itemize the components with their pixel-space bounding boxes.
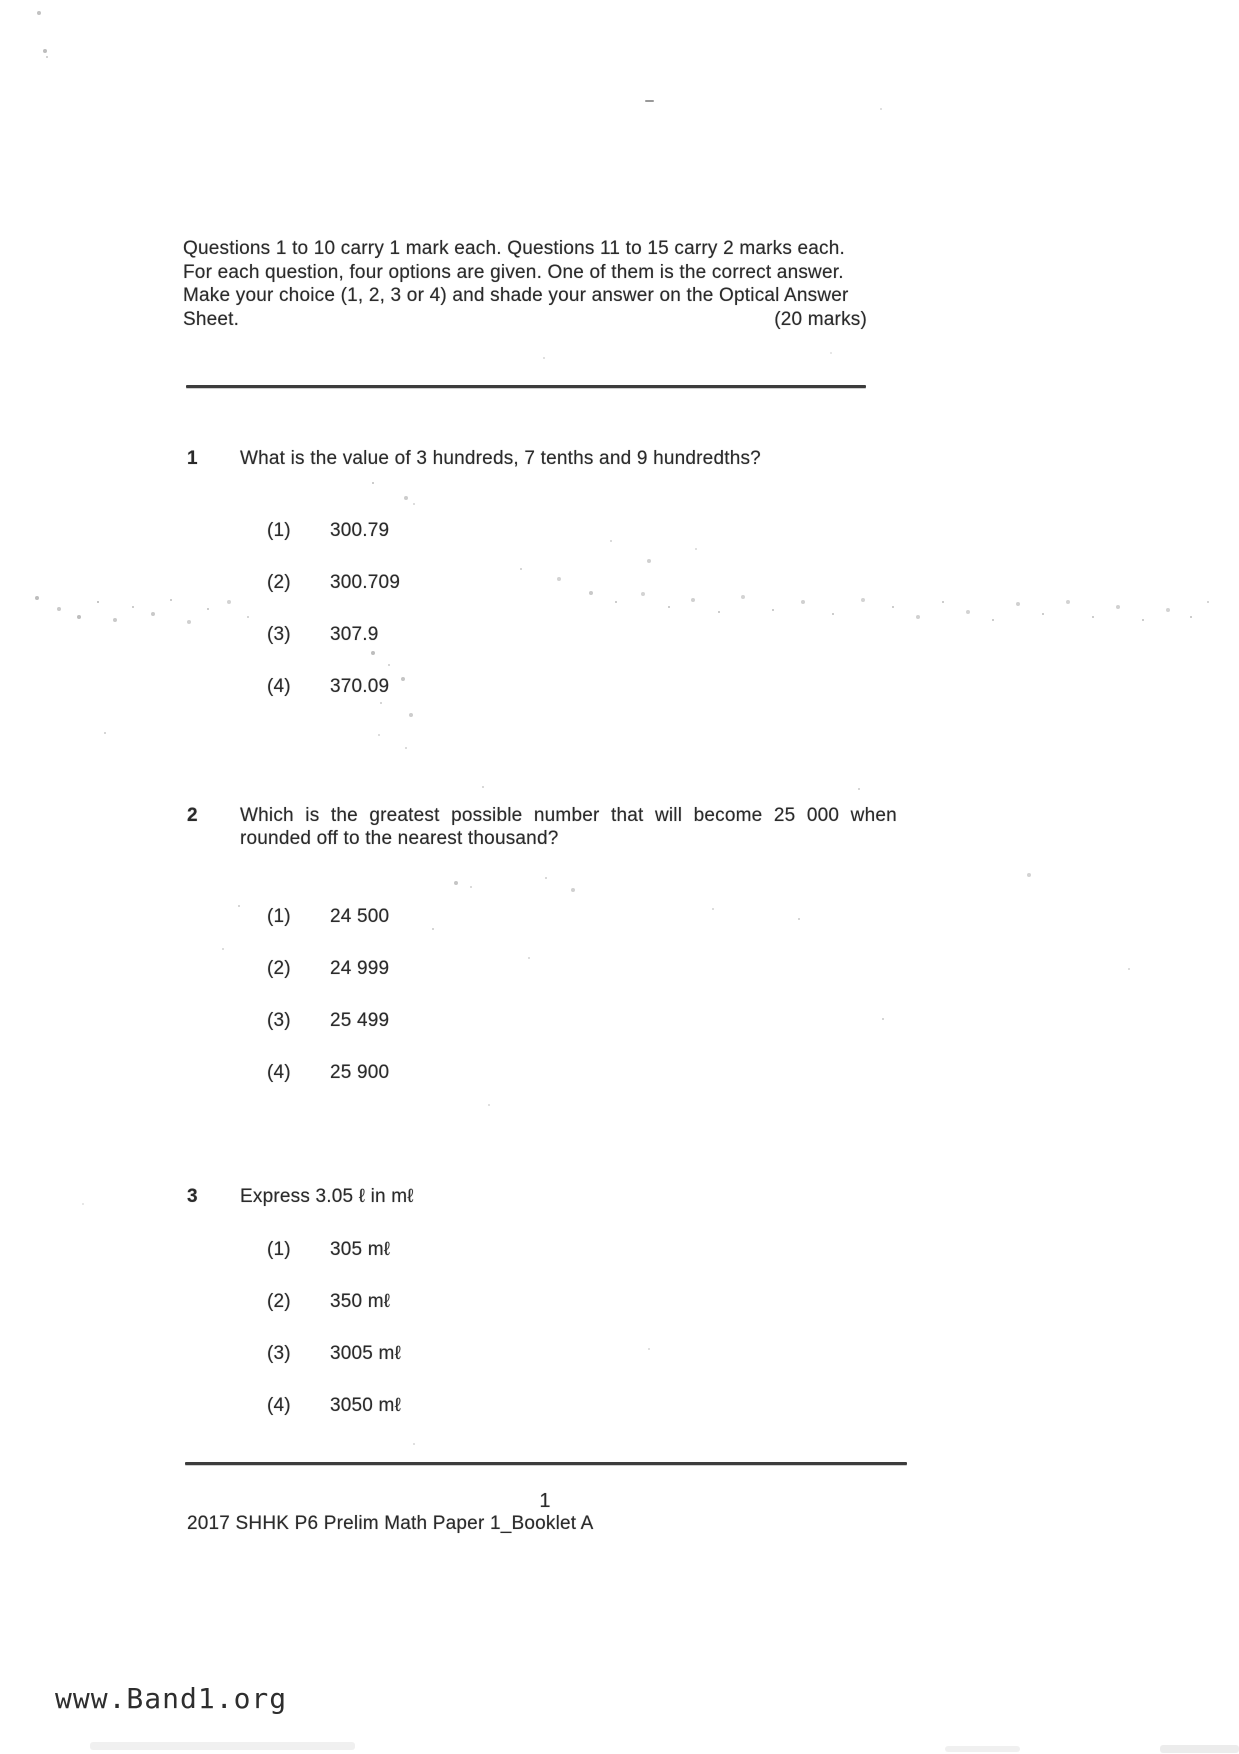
document-footer-title: 2017 SHHK P6 Prelim Math Paper 1_Booklet A <box>187 1513 594 1534</box>
instructions-line-3: Make your choice (1, 2, 3 or 4) and shade your answer on the Optical Answer <box>183 285 849 306</box>
option-value: 24 999 <box>330 958 390 979</box>
option-value: 25 499 <box>330 1010 390 1031</box>
option-label: (2) <box>267 1291 291 1312</box>
option-value: 305 mℓ <box>330 1239 391 1260</box>
total-marks: (20 marks) <box>774 308 867 330</box>
page-number: 1 <box>539 1490 551 1512</box>
question-1-number: 1 <box>187 448 198 469</box>
option-value: 3050 mℓ <box>330 1395 401 1416</box>
scan-smudge <box>945 1746 1020 1752</box>
question-3-options <box>267 1238 401 1446</box>
option-label: (1) <box>267 1239 291 1260</box>
option-row <box>267 1009 389 1032</box>
option-label: (4) <box>267 676 291 697</box>
option-label: (4) <box>267 1395 291 1416</box>
option-value: 350 mℓ <box>330 1291 391 1312</box>
option-label: (3) <box>267 1343 291 1364</box>
instructions-line-4: Sheet. <box>183 308 240 330</box>
option-row <box>267 519 400 542</box>
option-value: 307.9 <box>330 624 379 645</box>
question-1-text: What is the value of 3 hundreds, 7 tenths and 9 hundredths? <box>240 448 761 469</box>
question-2-options <box>267 905 389 1113</box>
instructions-line-1: Questions 1 to 10 carry 1 mark each. Questions 11 to 15 carry 2 marks each. <box>183 238 846 259</box>
option-row <box>267 1394 401 1417</box>
option-row <box>267 1290 401 1313</box>
question-2-text-line-2: rounded off to the nearest thousand? <box>240 828 559 849</box>
question-3 <box>187 1185 905 1208</box>
option-row <box>267 1238 401 1261</box>
option-row <box>267 675 400 698</box>
option-value: 300.79 <box>330 520 390 541</box>
option-row <box>267 905 389 928</box>
question-1 <box>187 447 905 470</box>
question-3-number: 3 <box>187 1186 198 1207</box>
option-value: 3005 mℓ <box>330 1343 401 1364</box>
scan-smudge <box>1160 1745 1239 1753</box>
question-2-text-line-1: Which is the greatest possible number that will become 25 000 when <box>240 805 897 826</box>
option-label: (3) <box>267 624 291 645</box>
question-2-number: 2 <box>187 805 198 826</box>
option-row <box>267 623 400 646</box>
option-row <box>267 1061 389 1084</box>
option-row <box>267 1342 401 1365</box>
option-value: 370.09 <box>330 676 390 697</box>
option-value: 300.709 <box>330 572 401 593</box>
question-1-options <box>267 519 400 727</box>
exam-instructions <box>183 237 867 331</box>
question-3-text: Express 3.05 ℓ in mℓ <box>240 1186 414 1207</box>
scan-smudge <box>90 1742 355 1750</box>
option-value: 25 900 <box>330 1062 390 1083</box>
question-2 <box>187 804 905 850</box>
instructions-line-2: For each question, four options are given. One of them is the correct answer. <box>183 261 844 283</box>
option-label: (3) <box>267 1010 291 1031</box>
option-label: (4) <box>267 1062 291 1083</box>
scan-noise-specks <box>0 0 2 2</box>
watermark-url: www.Band1.org <box>55 1682 288 1715</box>
option-label: (2) <box>267 572 291 593</box>
option-label: (1) <box>267 906 291 927</box>
separator-line-bottom <box>185 1462 907 1465</box>
option-value: 24 500 <box>330 906 390 927</box>
scan-dash-artifact <box>645 100 654 102</box>
option-label: (1) <box>267 520 291 541</box>
option-label: (2) <box>267 958 291 979</box>
separator-line-top <box>186 385 866 388</box>
option-row <box>267 571 400 594</box>
option-row <box>267 957 389 980</box>
